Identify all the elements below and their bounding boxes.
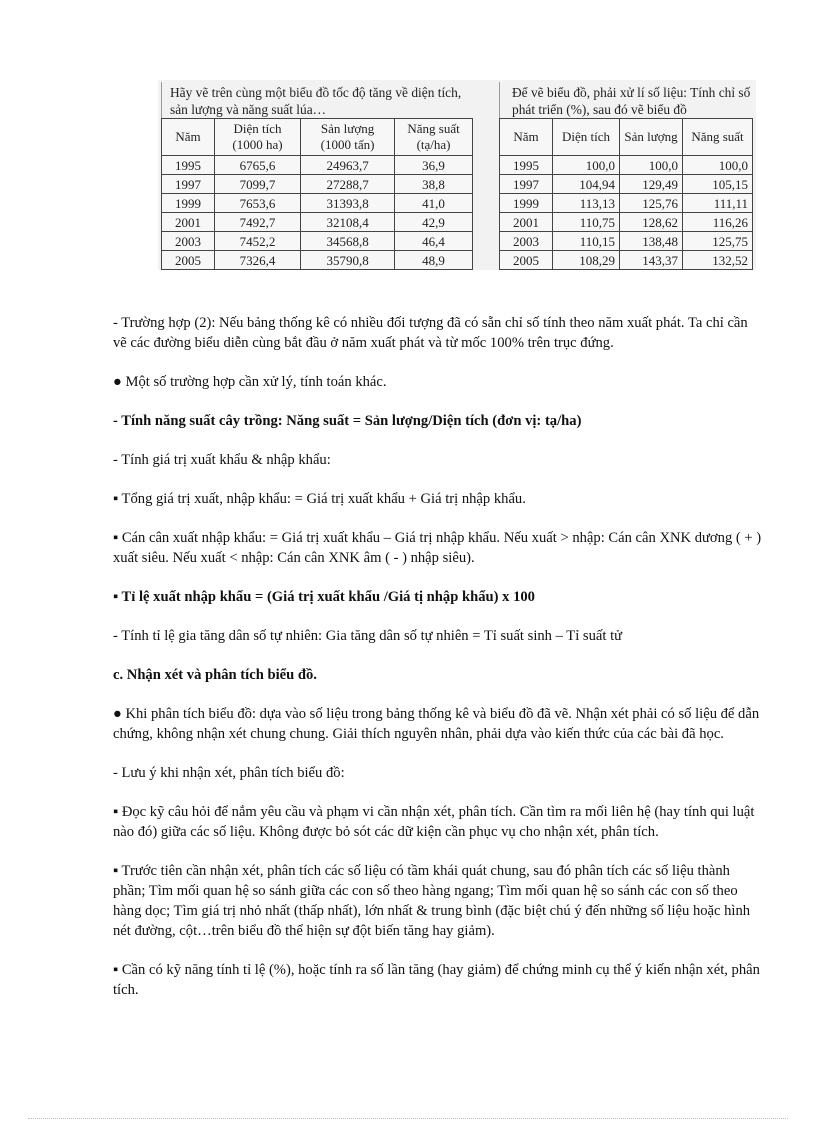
left-data-table [161, 118, 473, 270]
right-data-table [499, 118, 753, 270]
left-table-panel [161, 82, 473, 268]
right-table-caption: Để vẽ biểu đồ, phải xử lí số liệu: Tính chỉ số phát triển (%), sau đó vẽ biểu đồ [499, 82, 753, 118]
value-cell: 34568,8 [301, 232, 395, 251]
header-cell: Năng suất [683, 119, 753, 156]
header-cell: Năm [162, 119, 215, 156]
page-bottom-divider [28, 1118, 788, 1119]
paragraph: ▪ Tổng giá trị xuất, nhập khẩu: = Giá trị xuất khẩu + Giá trị nhập khẩu. [113, 491, 526, 507]
data-figure [158, 80, 756, 270]
table-header-row [500, 119, 753, 156]
value-cell: 7099,7 [215, 175, 301, 194]
table-row [500, 213, 753, 232]
left-table-caption: Hãy vẽ trên cùng một biểu đồ tốc độ tăng về diện tích, sản lượng và năng suất lúa… [161, 82, 473, 118]
value-cell: 125,75 [683, 232, 753, 251]
year-cell: 2001 [500, 213, 553, 232]
paragraph: ● Khi phân tích biểu đồ: dựa vào số liệu trong bảng thống kê và biểu đồ đã vẽ. Nhận xét phải có số liệu để dẫn chứng, không nhận xét chung chung. Giải thích nguyên nhân, phải dựa vào kiến thức của các bài đã học. [113, 706, 760, 742]
value-cell: 6765,6 [215, 156, 301, 175]
value-cell: 46,4 [395, 232, 473, 251]
value-cell: 108,29 [553, 251, 620, 270]
value-cell: 31393,8 [301, 194, 395, 213]
header-cell: Năng suất (tạ/ha) [395, 119, 473, 156]
table-row [500, 156, 753, 175]
table-row [162, 156, 473, 175]
paragraph: c. Nhận xét và phân tích biểu đồ. [113, 667, 317, 683]
table-row [500, 232, 753, 251]
header-cell: Sản lượng (1000 tấn) [301, 119, 395, 156]
value-cell: 100,0 [553, 156, 620, 175]
paragraph: ● Một số trường hợp cần xử lý, tính toán khác. [113, 374, 387, 390]
table-row [500, 251, 753, 270]
year-cell: 1995 [500, 156, 553, 175]
year-cell: 2003 [500, 232, 553, 251]
value-cell: 32108,4 [301, 213, 395, 232]
table-row [162, 232, 473, 251]
table-header-row [162, 119, 473, 156]
paragraph: ▪ Cán cân xuất nhập khẩu: = Giá trị xuất khẩu – Giá trị nhập khẩu. Nếu xuất > nhập: Cán cân XNK dương ( + ) xuất siêu. Nếu xuất < nhập: Cán cân XNK âm ( - ) nhập siêu). [113, 530, 762, 566]
value-cell: 36,9 [395, 156, 473, 175]
header-cell: Diện tích (1000 ha) [215, 119, 301, 156]
value-cell: 24963,7 [301, 156, 395, 175]
value-cell: 100,0 [620, 156, 683, 175]
table-row [162, 213, 473, 232]
table-row [500, 194, 753, 213]
header-cell: Diện tích [553, 119, 620, 156]
header-cell: Năm [500, 119, 553, 156]
paragraph: ▪ Trước tiên cần nhận xét, phân tích các số liệu có tầm khái quát chung, sau đó phân tích các số liệu thành phần; Tìm mối quan hệ so sánh giữa các con số theo hàng ngang; Tìm mối quan hệ so sánh các con số theo hàng dọc; Tìm giá trị nhỏ nhất (thấp nhất), lớn nhất & trung bình (đặc biệt chú ý đến những số liệu hoặc hình nét đường, cột…trên biểu đồ thể hiện sự đột biến tăng hay giảm). [113, 863, 751, 939]
value-cell: 125,76 [620, 194, 683, 213]
year-cell: 1999 [500, 194, 553, 213]
year-cell: 1999 [162, 194, 215, 213]
value-cell: 41,0 [395, 194, 473, 213]
paragraph: ▪ Đọc kỹ câu hỏi để nắm yêu cầu và phạm vi cần nhận xét, phân tích. Cần tìm ra mối liên hệ (hay tính qui luật nào đó) giữa các số liệu. Không được bỏ sót các dữ kiện cần phục vụ cho nhận xét, phân tích. [113, 804, 755, 840]
value-cell: 35790,8 [301, 251, 395, 270]
value-cell: 42,9 [395, 213, 473, 232]
value-cell: 104,94 [553, 175, 620, 194]
year-cell: 1997 [500, 175, 553, 194]
value-cell: 38,8 [395, 175, 473, 194]
paragraph: ▪ Tỉ lệ xuất nhập khẩu = (Giá trị xuất khẩu /Giá tị nhập khẩu) x 100 [113, 589, 535, 605]
table-row [162, 194, 473, 213]
value-cell: 111,11 [683, 194, 753, 213]
document-body [113, 313, 763, 1019]
value-cell: 7492,7 [215, 213, 301, 232]
paragraph: - Tính năng suất cây trồng: Năng suất = Sản lượng/Diện tích (đơn vị: tạ/ha) [113, 413, 582, 429]
value-cell: 110,75 [553, 213, 620, 232]
table-row [500, 175, 753, 194]
year-cell: 1995 [162, 156, 215, 175]
paragraph: - Lưu ý khi nhận xét, phân tích biểu đồ: [113, 765, 345, 781]
year-cell: 2005 [500, 251, 553, 270]
value-cell: 113,13 [553, 194, 620, 213]
value-cell: 143,37 [620, 251, 683, 270]
header-cell: Sản lượng [620, 119, 683, 156]
value-cell: 7653,6 [215, 194, 301, 213]
value-cell: 116,26 [683, 213, 753, 232]
value-cell: 27288,7 [301, 175, 395, 194]
paragraph: - Tính giá trị xuất khẩu & nhập khẩu: [113, 452, 331, 468]
value-cell: 48,9 [395, 251, 473, 270]
year-cell: 2005 [162, 251, 215, 270]
value-cell: 129,49 [620, 175, 683, 194]
year-cell: 2001 [162, 213, 215, 232]
value-cell: 132,52 [683, 251, 753, 270]
year-cell: 1997 [162, 175, 215, 194]
value-cell: 7452,2 [215, 232, 301, 251]
table-row [162, 175, 473, 194]
paragraph: ▪ Cần có kỹ năng tính tỉ lệ (%), hoặc tính ra số lần tăng (hay giảm) để chứng minh cụ thể ý kiến nhận xét, phân tích. [113, 962, 760, 998]
year-cell: 2003 [162, 232, 215, 251]
value-cell: 105,15 [683, 175, 753, 194]
paragraph: - Tính tỉ lệ gia tăng dân số tự nhiên: Gia tăng dân số tự nhiên = Tỉ suất sinh – Tỉ suất tử [113, 628, 623, 644]
value-cell: 7326,4 [215, 251, 301, 270]
table-row [162, 251, 473, 270]
value-cell: 128,62 [620, 213, 683, 232]
paragraph: - Trường hợp (2): Nếu bảng thống kê có nhiều đối tượng đã có sẵn chỉ số tính theo năm xuất phát. Ta chỉ cần vẽ các đường biểu diễn cùng bắt đầu ở năm xuất phát và từ mốc 100% trên trục đứng. [113, 315, 748, 351]
value-cell: 110,15 [553, 232, 620, 251]
value-cell: 138,48 [620, 232, 683, 251]
value-cell: 100,0 [683, 156, 753, 175]
right-table-panel [499, 82, 753, 268]
